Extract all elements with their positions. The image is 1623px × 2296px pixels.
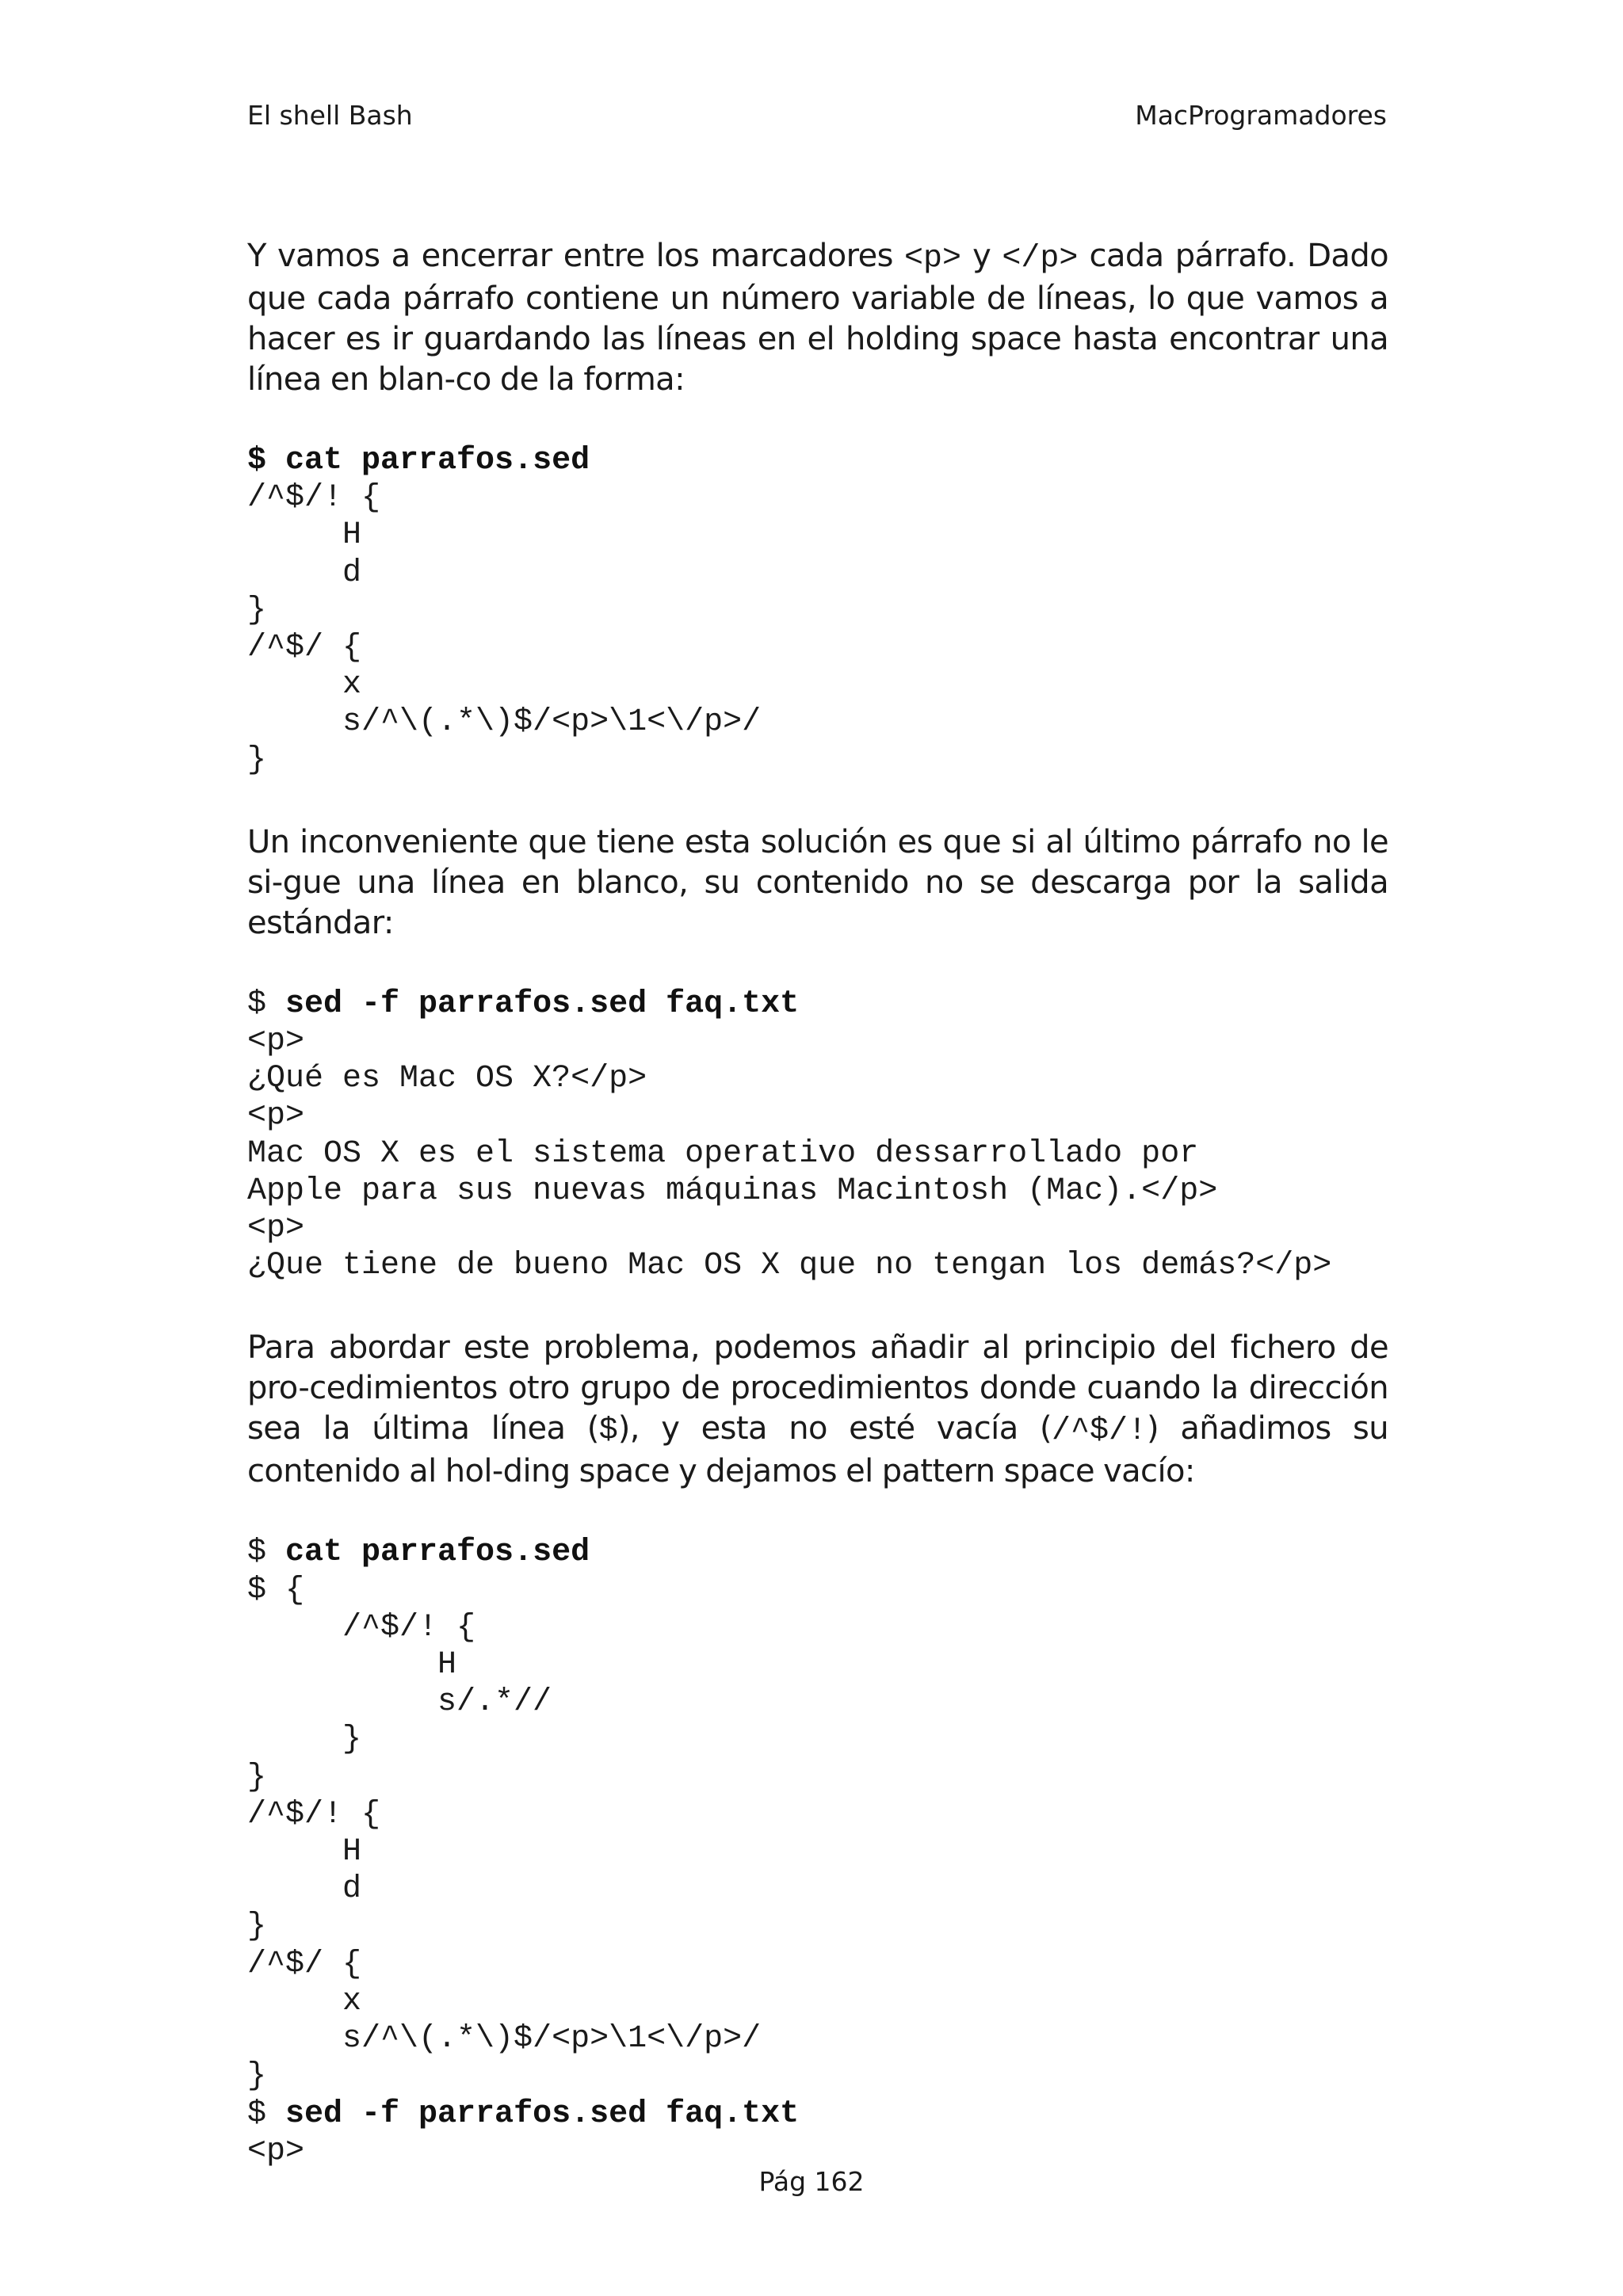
code-command: sed -f parrafos.sed faq.txt xyxy=(285,2096,800,2132)
paragraph-intro-text-c: cada párrafo. Dado que cada párrafo contiene un número variable de líneas, lo que vamos a hacer es ir guardando las líneas en el holding space hasta encontrar una línea en blan-co de la forma: xyxy=(247,238,1388,398)
paragraph-problem: Un inconveniente que tiene esta solución es que si al último párrafo no le si-gue una línea en blanco, su contenido no se descarga por la salida estándar: xyxy=(247,823,1388,941)
paragraph-intro-text-b: y xyxy=(961,238,1002,274)
inline-code-close-tag: </p> xyxy=(1002,241,1079,277)
inline-code-nonempty-address: /^$/! xyxy=(1051,1413,1147,1450)
code-body: /^$/! { H d } /^$/ { x s/^\(.*\)$/<p>\1<\/p>/ } xyxy=(247,480,762,778)
code-command: sed -f parrafos.sed faq.txt xyxy=(285,986,800,1022)
paragraph-solution-text-a: Para abordar este problema, podemos añadir al principio del fichero de pro-cedimientos otro grupo de procedimientos donde cuando la dirección sea la última línea ( xyxy=(247,1329,1388,1447)
code-output: <p> xyxy=(247,2133,305,2169)
code-command: cat parrafos.sed xyxy=(285,1535,590,1571)
code-prompt: $ xyxy=(247,443,286,479)
code-block-sed-script-fixed xyxy=(247,1534,1388,2169)
code-output: <p> ¿Qué es Mac OS X?</p> <p> Mac OS X es el sistema operativo dessarrollado por Apple para sus nuevas máquinas Macintosh (Mac).</p> <p> ¿Que tiene de bueno Mac OS X que no tengan los demás?</p> xyxy=(247,1024,1332,1284)
page-number: Pág 162 xyxy=(758,2166,865,2197)
code-prompt: $ xyxy=(247,986,286,1022)
inline-code-open-tag: <p> xyxy=(904,241,962,277)
paragraph-solution xyxy=(247,1328,1388,1492)
page-content xyxy=(247,236,1388,2170)
code-block-sed-output xyxy=(247,986,1388,1285)
code-body: $ { /^$/! { H s/.*// } } /^$/! { H d } /^$/ { x s/^\(.*\)$/<p>\1<\/p>/ } xyxy=(247,1572,762,2095)
running-header-title: El shell Bash xyxy=(247,100,413,131)
running-header-site: MacProgramadores xyxy=(1135,100,1387,131)
paragraph-solution-text-c: ) añadimos su contenido al hol-ding space y dejamos el pattern space vacío: xyxy=(247,1410,1388,1490)
inline-code-dollar: $ xyxy=(598,1413,618,1450)
code-block-sed-script xyxy=(247,442,1388,779)
paragraph-intro xyxy=(247,236,1388,400)
code-command: cat parrafos.sed xyxy=(285,443,590,479)
paragraph-solution-text-b: ), y esta no esté vacía ( xyxy=(617,1410,1052,1447)
paragraph-intro-text-a: Y vamos a encerrar entre los marcadores xyxy=(247,238,904,274)
code-prompt: $ xyxy=(247,1535,286,1571)
code-prompt: $ xyxy=(247,2096,286,2132)
